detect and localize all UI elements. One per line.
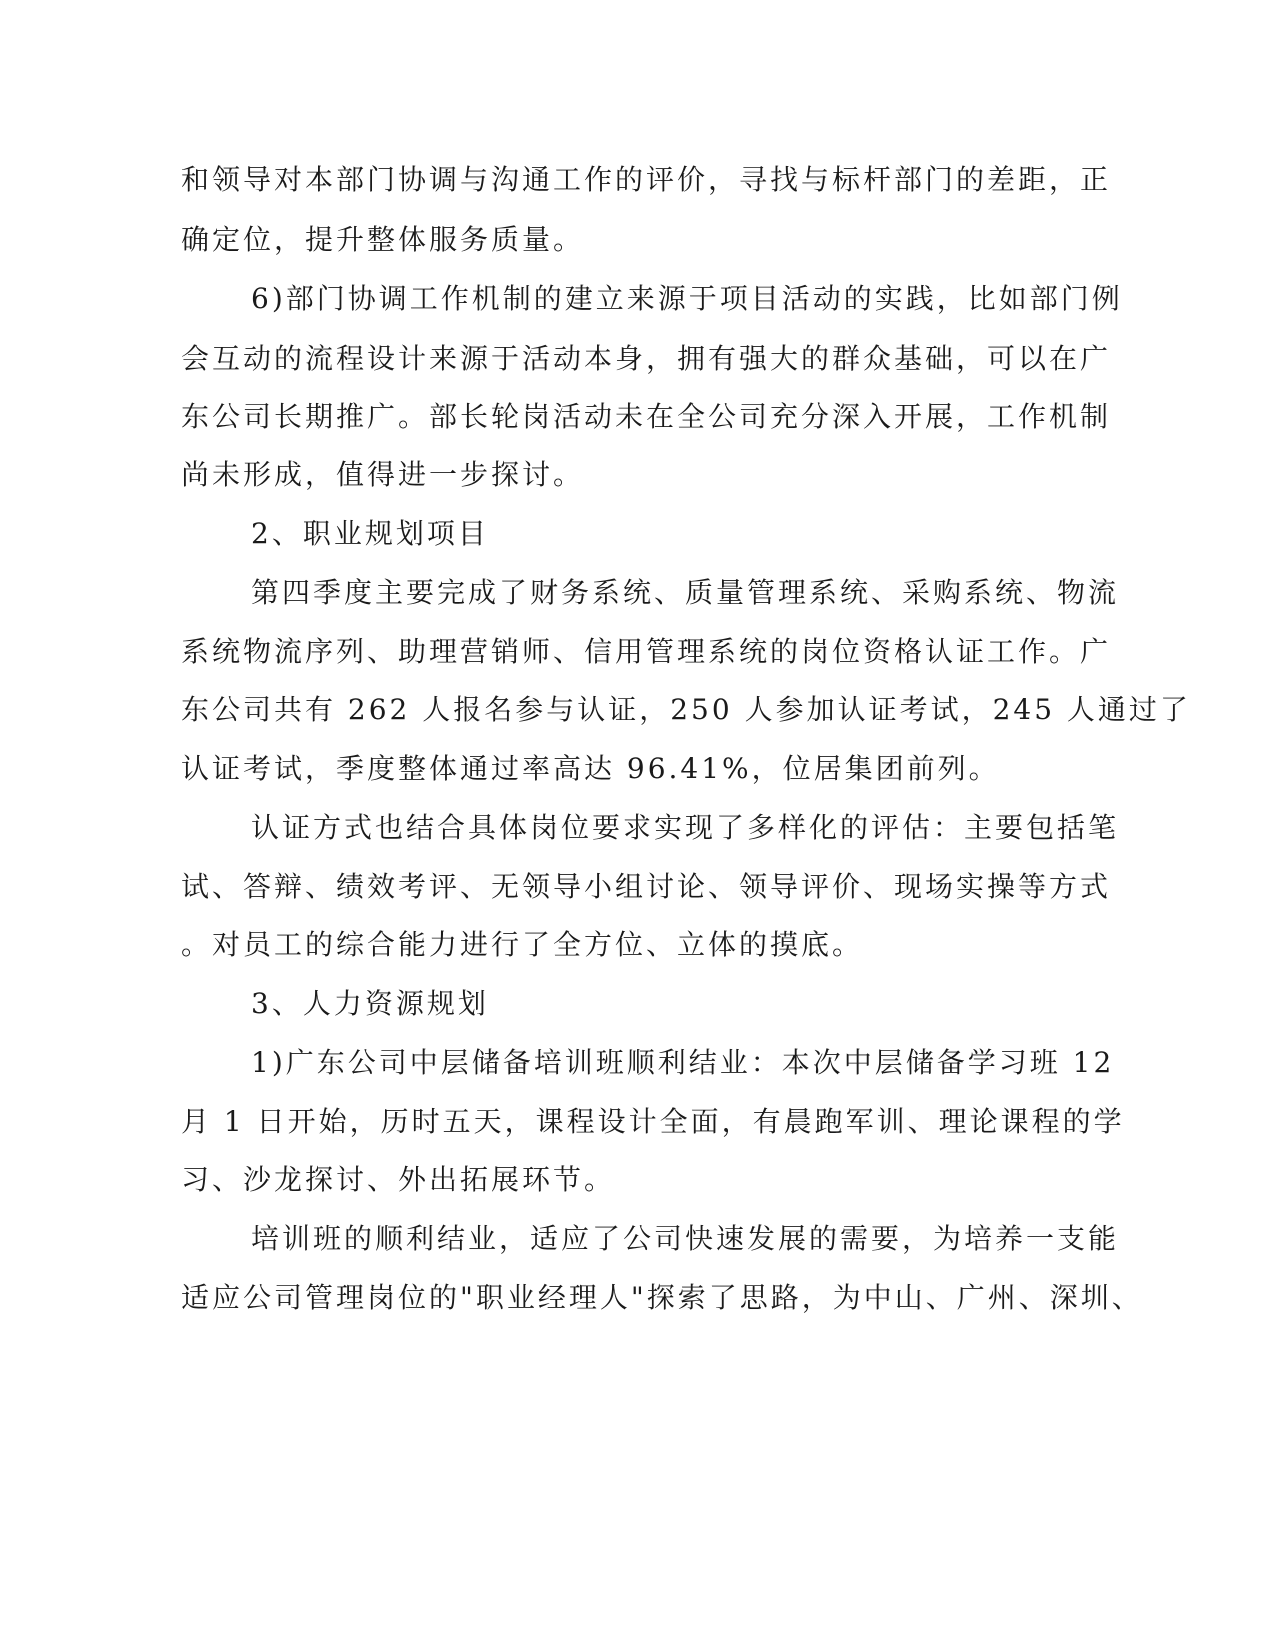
text-line: 6)部门协调工作机制的建立来源于项目活动的实践，比如部门例 (251, 282, 1123, 315)
text-line: 确定位，提升整体服务质量。 (181, 223, 585, 256)
text-line: 系统物流序列、助理营销师、信用管理系统的岗位资格认证工作。广 (181, 635, 1112, 668)
text-line: 尚未形成，值得进一步探讨。 (181, 458, 585, 491)
text-line: 培训班的顺利结业，适应了公司快速发展的需要，为培养一支能 (251, 1222, 1120, 1255)
text-line: 试、答辩、绩效考评、无领导小组讨论、领导评价、现场实操等方式 (181, 870, 1112, 903)
text-line: 会互动的流程设计来源于活动本身，拥有强大的群众基础，可以在广 (181, 342, 1112, 375)
text-line: 第四季度主要完成了财务系统、质量管理系统、采购系统、物流 (251, 576, 1120, 609)
text-line: 和领导对本部门协调与沟通工作的评价，寻找与标杆部门的差距，正 (181, 163, 1112, 196)
text-line: 认证方式也结合具体岗位要求实现了多样化的评估：主要包括笔 (251, 811, 1120, 844)
text-line: 习、沙龙探讨、外出拓展环节。 (181, 1163, 616, 1196)
text-line: 认证考试，季度整体通过率高达 96.41%，位居集团前列。 (181, 752, 1000, 785)
section-heading: 2、职业规划项目 (251, 517, 489, 550)
text-line: 1)广东公司中层储备培训班顺利结业：本次中层储备学习班 12 (251, 1046, 1115, 1079)
text-line: 东公司共有 262 人报名参与认证，250 人参加认证考试，245 人通过了 (181, 693, 1191, 726)
text-line: 。对员工的综合能力进行了全方位、立体的摸底。 (181, 928, 864, 961)
text-line: 东公司长期推广。部长轮岗活动未在全公司充分深入开展，工作机制 (181, 400, 1112, 433)
section-heading: 3、人力资源规划 (251, 987, 489, 1020)
text-line: 月 1 日开始，历时五天，课程设计全面，有晨跑军训、理论课程的学 (181, 1105, 1125, 1138)
text-line: 适应公司管理岗位的"职业经理人"探索了思路，为中山、广州、深圳、 (181, 1281, 1143, 1314)
